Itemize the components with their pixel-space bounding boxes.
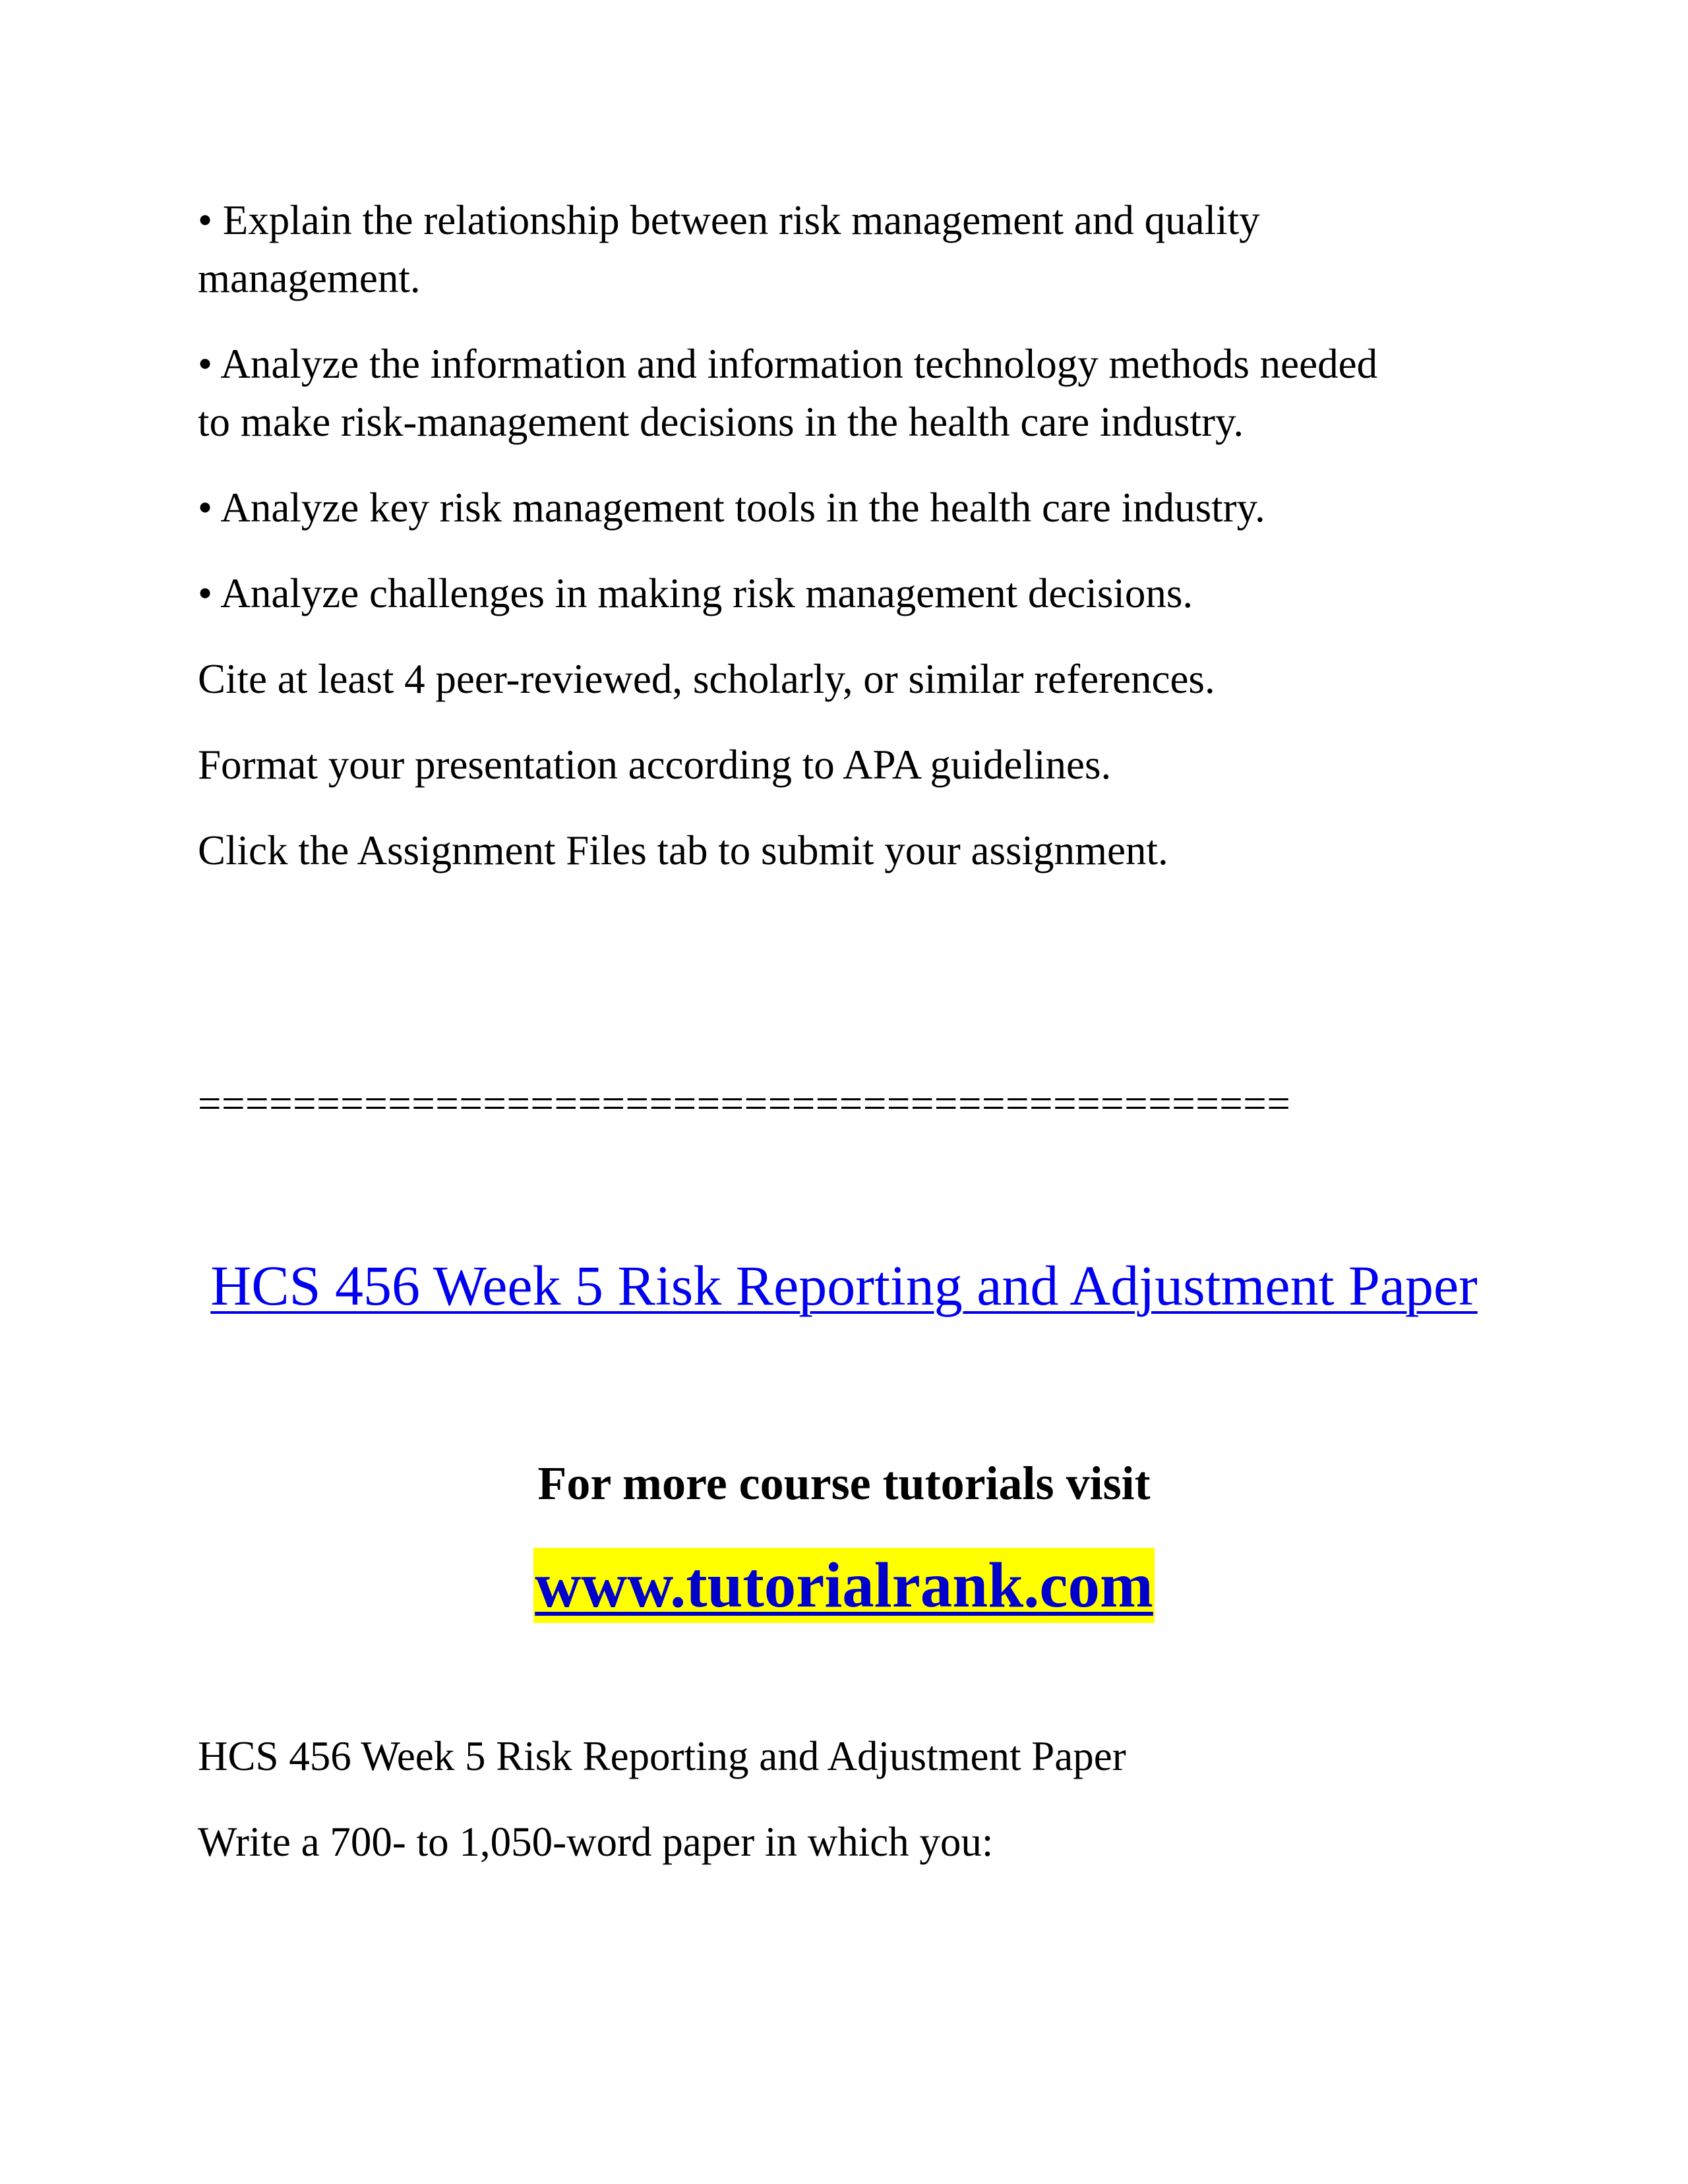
bullet-line-4: • Analyze challenges in making risk management decisions. bbox=[198, 570, 1193, 616]
references-instruction: Cite at least 4 peer-reviewed, scholarly, or similar references. bbox=[198, 656, 1215, 702]
bullet-line-2a: • Analyze the information and information technology methods needed bbox=[198, 341, 1378, 387]
bullet-line-1b: management. bbox=[198, 255, 421, 301]
visit-heading: For more course tutorials visit bbox=[537, 1457, 1151, 1510]
submit-instruction: Click the Assignment Files tab to submit your assignment. bbox=[198, 827, 1168, 873]
format-instruction: Format your presentation according to APA guidelines. bbox=[198, 742, 1112, 788]
bullet-line-2b: to make risk-management decisions in the health care industry. bbox=[198, 399, 1244, 445]
tutorialrank-link[interactable]: www.tutorialrank.com bbox=[533, 1548, 1155, 1623]
bullet-line-1a: • Explain the relationship between risk management and quality bbox=[198, 197, 1260, 243]
site-link-container bbox=[0, 1548, 1688, 1623]
assignment-instruction: Write a 700- to 1,050-word paper in which you: bbox=[198, 1819, 994, 1865]
assignment-title: HCS 456 Week 5 Risk Reporting and Adjustment Paper bbox=[198, 1733, 1126, 1779]
bullet-line-3: • Analyze key risk management tools in the health care industry. bbox=[198, 485, 1265, 531]
course-title-link[interactable]: HCS 456 Week 5 Risk Reporting and Adjustment Paper bbox=[210, 1254, 1478, 1317]
divider-line: ============================================== bbox=[198, 1080, 1291, 1127]
